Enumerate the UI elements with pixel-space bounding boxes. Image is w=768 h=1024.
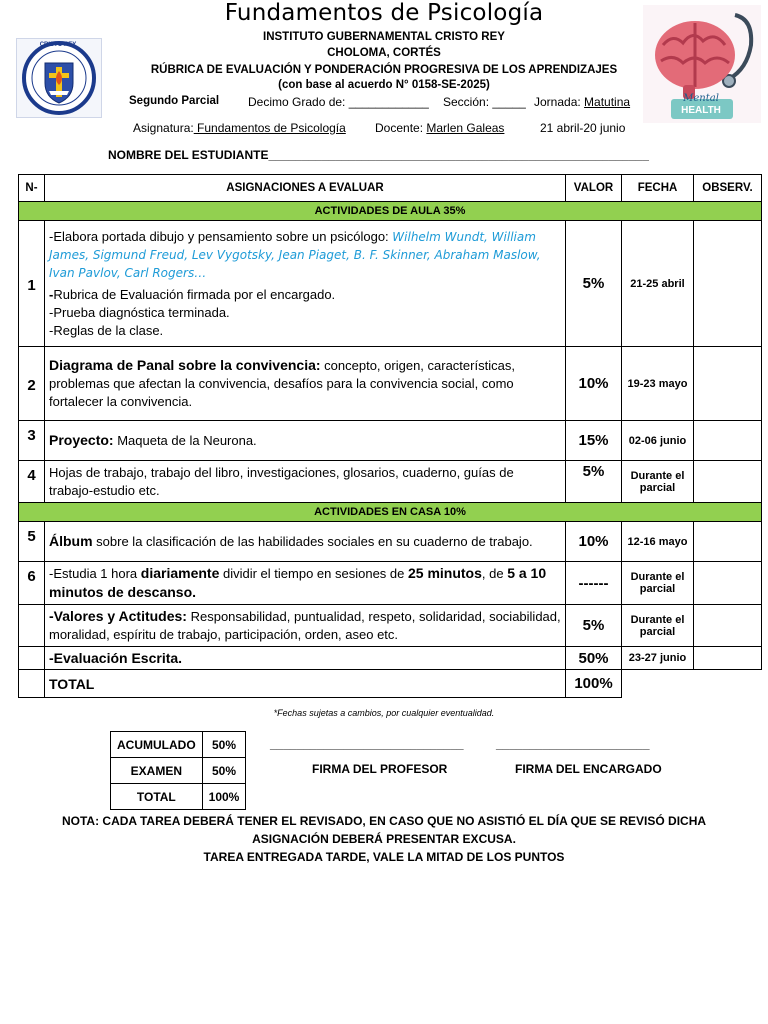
- col-header-value: VALOR: [566, 175, 622, 202]
- row-value: 50%: [566, 647, 622, 670]
- summary-value: 100%: [202, 784, 246, 810]
- row-description: [45, 421, 566, 461]
- student-label: NOMBRE DEL ESTUDIANTE: [108, 148, 269, 162]
- row3-bold: Proyecto:: [49, 432, 114, 448]
- row-date: Durante el parcial: [622, 461, 694, 503]
- row7-text: Responsabilidad, puntualidad, respeto, solidaridad, sociabilidad, moralidad, espíritu de trabajo, participación, orden, aseo etc.: [49, 609, 561, 642]
- row-number: [19, 670, 45, 698]
- partial-label: Segundo Parcial: [129, 95, 220, 107]
- shift-label: Jornada:: [534, 95, 581, 109]
- student-name-field: [108, 148, 649, 162]
- rubric-table: [18, 174, 762, 698]
- row-number: 1: [19, 221, 45, 347]
- row5-bold: Álbum: [49, 533, 93, 549]
- row1-text-d: -Reglas de la clase.: [49, 322, 164, 338]
- col-header-date: FECHA: [622, 175, 694, 202]
- row-description: [45, 221, 566, 347]
- summary-table: [110, 731, 246, 810]
- section-blank: _____: [492, 95, 526, 109]
- teacher-signature-label: FIRMA DEL PROFESOR: [312, 762, 448, 776]
- row-observations[interactable]: [694, 421, 762, 461]
- row-date: Durante el parcial: [622, 605, 694, 647]
- row-number: 5: [19, 522, 45, 562]
- row-value: 5%: [566, 605, 622, 647]
- table-row: [19, 461, 762, 503]
- rubric-title: RÚBRICA DE EVALUACIÓN Y PONDERACIÓN PROGRESIVA DE LOS APRENDIZAJES: [150, 64, 618, 76]
- row-observations[interactable]: [694, 221, 762, 347]
- student-blank: _________________________________________________________: [268, 148, 649, 162]
- grade-label: Decimo Grado de:: [248, 95, 346, 109]
- col-header-assignment: ASIGNACIONES A EVALUAR: [45, 175, 566, 202]
- total-label: TOTAL: [45, 670, 566, 698]
- total-value: 100%: [566, 670, 622, 698]
- section-title-classroom: ACTIVIDADES DE AULA 35%: [19, 202, 762, 221]
- summary-label: ACUMULADO: [111, 732, 203, 758]
- row6-t3: , de: [481, 566, 508, 581]
- summary-row: [111, 732, 246, 758]
- row-description: [45, 347, 566, 421]
- footer-note-line1: NOTA: CADA TAREA DEBERÁ TENER EL REVISADO, EN CASO QUE NO ASISTIÓ EL DÍA QUE SE REVISÓ DICHA: [61, 814, 707, 828]
- row-value: 15%: [566, 421, 622, 461]
- table-row: [19, 522, 762, 562]
- row7-bold: -Valores y Actitudes:: [49, 608, 187, 624]
- row-value: 5%: [566, 461, 622, 503]
- table-total-row: [19, 670, 762, 698]
- guardian-signature-line: _______________________: [496, 737, 650, 751]
- row-number: [19, 605, 45, 647]
- row-number: 2: [19, 347, 45, 421]
- mental-health-text: Mental: [683, 93, 719, 104]
- section-row-classroom: [19, 202, 762, 221]
- summary-label: TOTAL: [111, 784, 203, 810]
- row-value: 5%: [566, 221, 622, 347]
- psychologist-names: Wilhelm Wundt, William James, Sigmund Freud, Lev Vygotsky, Jean Piaget, B. F. Skinner, Abraham Maslow, Ivan Pavlov, Carl Rogers…: [49, 229, 541, 280]
- row-date: 21-25 abril: [622, 221, 694, 347]
- grade-blank: ____________: [348, 95, 429, 109]
- grade-field: [248, 95, 429, 109]
- summary-row: [111, 758, 246, 784]
- summary-label: EXAMEN: [111, 758, 203, 784]
- row-observations[interactable]: [694, 522, 762, 562]
- institute-name: INSTITUTO GUBERNAMENTAL CRISTO REY: [263, 31, 505, 43]
- table-row: [19, 347, 762, 421]
- table-row: [19, 647, 762, 670]
- row-number: 6: [19, 562, 45, 605]
- summary-row: [111, 784, 246, 810]
- row-observations[interactable]: [694, 347, 762, 421]
- teacher-signature-line: _____________________________: [270, 737, 464, 751]
- row-description: [45, 522, 566, 562]
- row-date: Durante el parcial: [622, 562, 694, 605]
- row1-dash: -: [49, 286, 54, 302]
- row-number: [19, 647, 45, 670]
- health-text: HEALTH: [681, 105, 721, 116]
- subject-label: Asignatura:: [133, 121, 194, 135]
- teacher-field: [375, 121, 504, 135]
- row-value: ------: [566, 562, 622, 605]
- row6-t1: -Estudia 1 hora: [49, 566, 141, 581]
- section-label: Sección:: [443, 95, 490, 109]
- dates-note: *Fechas sujetas a cambios, por cualquier eventualidad.: [273, 708, 495, 718]
- row-observations[interactable]: [694, 647, 762, 670]
- row-date: 12-16 mayo: [622, 522, 694, 562]
- row2-bold: Diagrama de Panal sobre la convivencia:: [49, 357, 321, 373]
- row-date: 19-23 mayo: [622, 347, 694, 421]
- document-title: Fundamentos de Psicología: [224, 0, 544, 26]
- row6-t2: dividir el tiempo en sesiones de: [219, 566, 408, 581]
- row-observations[interactable]: [694, 562, 762, 605]
- school-logo-text: CRISTO REY: [39, 42, 77, 48]
- row-value: 10%: [566, 522, 622, 562]
- row-date: 02-06 junio: [622, 421, 694, 461]
- summary-value: 50%: [202, 732, 246, 758]
- institute-city: CHOLOMA, CORTÉS: [327, 47, 441, 59]
- table-header-row: [19, 175, 762, 202]
- table-row: [19, 421, 762, 461]
- shift-value: Matutina: [584, 95, 631, 109]
- row-description: Hojas de trabajo, trabajo del libro, investigaciones, glosarios, cuaderno, guías de trabajo-estudio etc.: [45, 461, 566, 503]
- row5-text: sobre la clasificación de las habilidades sociales en su cuaderno de trabajo.: [92, 534, 533, 549]
- row6-b1: diariamente: [140, 565, 220, 581]
- row2-text: concepto, origen, características, problemas que afectan la convivencia, desafíos para la convivencia social, como fortalecer la convivencia.: [49, 358, 515, 409]
- row-number: 3: [19, 421, 45, 461]
- subject-value: Fundamentos de Psicología: [193, 121, 346, 135]
- row6-b2: 25 minutos: [407, 565, 482, 581]
- row6-b3: 5 a 10 minutos de descanso.: [49, 565, 547, 600]
- summary-value: 50%: [202, 758, 246, 784]
- subject-field: [133, 121, 346, 135]
- row-description: -Evaluación Escrita.: [45, 647, 566, 670]
- teacher-value: Marlen Galeas: [426, 121, 505, 135]
- section-title-home: ACTIVIDADES EN CASA 10%: [19, 503, 762, 522]
- row-observations[interactable]: [694, 461, 762, 503]
- agreement-text: (con base al acuerdo N° 0158-SE-2025): [278, 79, 490, 91]
- teacher-label: Docente:: [375, 121, 424, 135]
- section-field: [443, 95, 526, 109]
- section-row-home: [19, 503, 762, 522]
- row3-text: Maqueta de la Neurona.: [113, 433, 257, 448]
- table-row: [19, 605, 762, 647]
- col-header-observations: OBSERV.: [694, 175, 762, 202]
- shift-field: [534, 95, 630, 109]
- empty-cell: [622, 670, 762, 698]
- row-description: [45, 605, 566, 647]
- row1-text-a: -Elabora portada dibujo y pensamiento sobre un psicólogo:: [49, 228, 393, 244]
- row-value: 10%: [566, 347, 622, 421]
- table-row: [19, 221, 762, 347]
- row-date: 23-27 junio: [622, 647, 694, 670]
- row-observations[interactable]: [694, 605, 762, 647]
- row1-text-b: Rubrica de Evaluación firmada por el encargado.: [53, 286, 336, 302]
- guardian-signature-label: FIRMA DEL ENCARGADO: [515, 762, 662, 776]
- footer-note-line2: ASIGNACIÓN DEBERÁ PRESENTAR EXCUSA.: [252, 832, 516, 846]
- row-description: [45, 562, 566, 605]
- footer-note-line3: TAREA ENTREGADA TARDE, VALE LA MITAD DE LOS PUNTOS: [203, 850, 565, 864]
- period-dates: 21 abril-20 junio: [540, 121, 626, 135]
- col-header-number: N-: [19, 175, 45, 202]
- row1-text-c: -Prueba diagnóstica terminada.: [49, 304, 230, 320]
- row-number: 4: [19, 461, 45, 503]
- table-row: [19, 562, 762, 605]
